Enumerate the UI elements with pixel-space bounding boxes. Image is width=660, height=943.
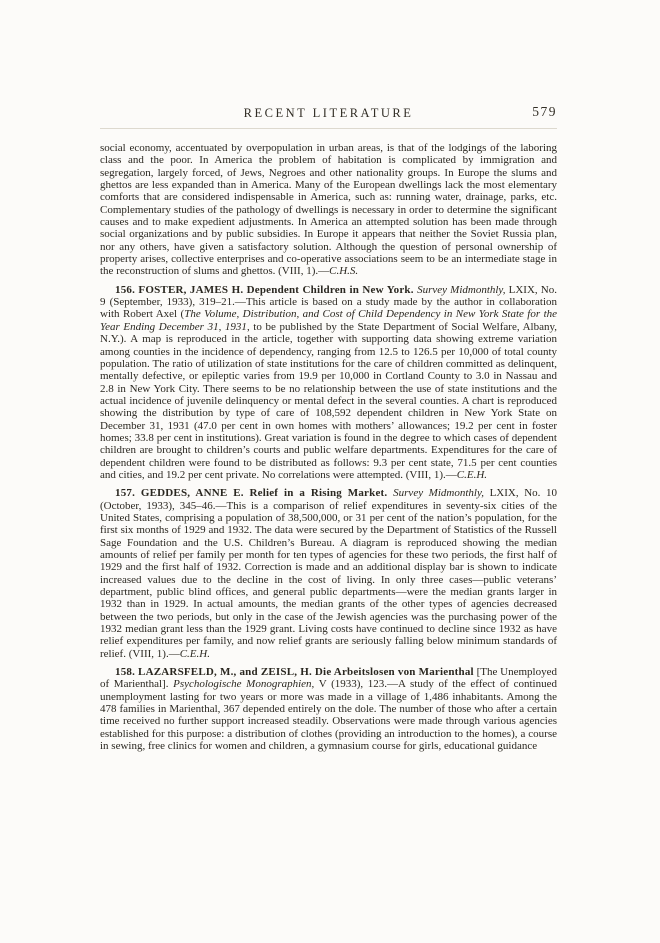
entry-heading: 158. LAZARSFELD, M., and ZEISL, H. Die Arbeitslosen von Marienthal [115,666,474,679]
translation-note: [The Unemployed of Marienthal]. [100,666,557,691]
entry-heading: 157. GEDDES, ANNE E. Relief in a Rising Market. [115,487,394,500]
running-head-title: RECENT LITERATURE [243,106,414,120]
abstract-text: social economy, accentuated by overpopulation in urban areas, is that of the lodgings of the laboring class and the poor. In America the problem of habitation is complicated by immigration and segregation, largely forced, of Jews, Negroes and other nationality groups. In Europe the slums and ghettos are less expanded than in America. Many of the European dwellings lack the most elementary comforts that are considered indispensable in America, such as: running water, drainage, parks, etc. Complementary studies of the pathology of dwellings is necessary in order to determine the significant causes and to make expedient adjustments. In America an attempted solution has been made through social organizations and by public subsidies. In Europe it appears that neither the Soviet Russia plan, nor any others, have given a satisfactory solution. Although the question of personal ownership of property arises, collective enterprises and co-operative associations seem to be an intermediate stage in the reconstruction of slums and ghettos. (VIII, 1).— [100,142,557,278]
reviewer-initials: C.E.H. [179,647,210,660]
header-rule [100,128,557,129]
abstract-text: , to be published by the State Department of Social Welfare, Albany, N.Y.). A map is reproduced in the article, together with supporting data showing extreme variation among counties in the incidence of dependency, ranging from 12.5 to 126.5 per 10,000 of total county population. The ratio of utilization of state institutions for the care of children committed as delinquent, mentally defective, or epileptic varies from 19.9 per 10,000 in Cortland County to 3.0 in Nassau and 2.8 in New York City. There seems to be no relationship between the use of state institutions and the actual incidence of juvenile delinquency or mental defect in the several counties. A chart is reproduced showing the distribution by type of care of 108,592 dependent children in New York State on December 31, 1931 (47.0 per cent in own homes with mothers’ allowances; 19.2 per cent in foster homes; 33.8 per cent in institutions). Great variation is found in the degree to which cases of dependent children are brought to children’s courts and public welfare departments. Expenditures for the care of dependent children were found to be distributed as follows: 9.3 per cent state, 71.5 per cent counties and cities, and 19.2 per cent private. No correlations were attempted. (VIII, 1).— [100,320,557,481]
paragraph-continuation [100,142,557,278]
entry-156 [100,284,557,482]
page-header [100,106,557,127]
entry-158 [100,666,557,752]
journal-name: Survey Midmonthly, [393,487,484,500]
entry-heading: 156. FOSTER, JAMES H. Dependent Children in New York. [115,283,418,296]
journal-name: Survey Midmonthly, [417,283,506,296]
page-body [100,142,557,753]
reviewer-initials: C.E.H. [456,468,488,481]
page-number: 579 [532,104,557,119]
abstract-text: V (1933), 123.—A study of the effect of continued unemployment lasting for two years or more was made in a village of 1,486 inhabitants. Among the 478 families in Marienthal, 367 depended entirely on the dole. The number of those who after a certain time received no further support increased steadily. Observations were made through various agencies established for this purpose: a distribution of clothes (providing an introduction to the homes), a course in sewing, free clinics for women and children, a gymnasium course for girls, educational guidance [100,678,557,753]
journal-name: Psychologische Monographien, [173,678,315,691]
reviewer-initials: C.H.S. [329,265,359,278]
cited-work-title: The Volume, Distribution, and Cost of Child Dependency in New York State for the Year Ending December 31, 1931 [100,308,558,333]
entry-157 [100,487,557,660]
citation-and-abstract: LXIX, No. 9 (September, 1933), 319–21.—This article is based on a study made by the author in collaboration with Robert Axel ( [100,283,557,321]
text-block [100,106,557,753]
citation-and-abstract: LXIX, No. 10 (October, 1933), 345–46.—This is a comparison of relief expenditures in seventy-six cities of the United States, comprising a population of 38,500,000, or 31 per cent of the nation’s population, for the first six months of 1929 and 1932. The data were secured by the Department of Statistics of the Russell Sage Foundation and the U.S. Children’s Bureau. A diagram is reproduced showing the median amounts of relief per family per month for ten types of agencies for these two periods, the first half of 1929 and the first half of 1932. Correction is made and an additional display bar is shown to indicate increased values due to the decline in the cost of living. In only three cases—public veterans’ department, public blind offices, and general public departments—were the median grants larger in 1932 than in 1929. In actual amounts, the median grants of the other types of agencies decreased between the two periods, but only in the case of the Jewish agencies was the purchasing power of the 1932 median grant less than the 1929 grant. Living costs have continued to decline since 1932 as have relief expenditures per family, and now relief grants are seriously falling below minimum standards of relief. (VIII, 1).— [100,487,557,660]
